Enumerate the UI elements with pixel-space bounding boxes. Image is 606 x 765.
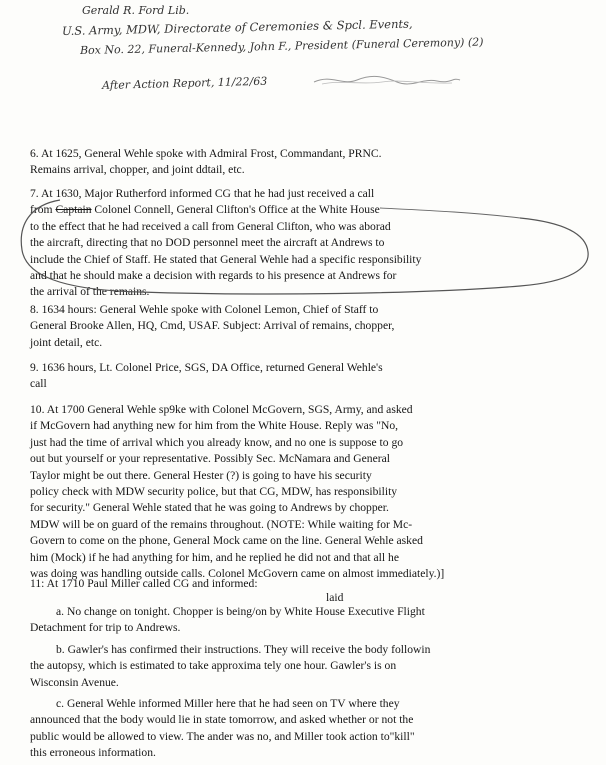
paragraph-9: 9. 1636 hours, Lt. Colonel Price, SGS, DA Office, returned General Wehle's call <box>30 361 383 391</box>
handwritten-archive-label: Gerald R. Ford Lib. <box>82 4 190 17</box>
paragraph-10: 10. At 1700 General Wehle sp9ke with Colonel McGovern, SGS, Army, and asked if McGovern had anything new for him from the White House. Reply was "No, just had the time of arrival which you already know, and no one is suppose to go out but yourself or your representative. Possibly Sec. McNamara and General Taylor might be out there. General Hester (?) is going to have his security policy check with MDW security police, but that CG, MDW, has responsibility for security." General Wehle stated that he was going to Andrews by chopper. MDW will be on guard of the remains throughout. (NOTE: While waiting for Mc- Govern to come on the phone, General Mock came on the line. General Wehle asked him (Mock) if he had anything for him, and he replied he did not and that all he was doing was handling outside calls. Colonel McGovern came on almost immediately.)] <box>30 403 445 581</box>
handwritten-insert-word: laid <box>326 591 344 604</box>
paragraph-6: 6. At 1625, General Wehle spoke with Admiral Frost, Commandant, PRNC. Remains arrival, chopper, and joint ddtail, etc. <box>30 147 382 177</box>
paragraph-11c: c. General Wehle informed Miller here that he had seen on TV where they announced that the body would lie in state tomorrow, and asked whether or not the public would be allowed to view. The ander was no, and Miller took action to"kill" this erroneous information. <box>30 697 415 760</box>
paragraph-8: 8. 1634 hours: General Wehle spoke with Colonel Lemon, Chief of Staff to General Brooke Allen, HQ, Cmd, USAF. Subject: Arrival of remains, chopper, joint detail, etc. <box>30 303 395 349</box>
paragraph-11: 11: At 1710 Paul Miller called CG and informed: <box>30 577 258 590</box>
handwritten-collection-line: U.S. Army, MDW, Directorate of Ceremonies & Spcl. Events, <box>61 16 413 38</box>
paragraph-7: 7. At 1630, Major Rutherford informed CG that he had just received a call from Captain Colonel Connell, General Clifton's Office at the White House to the effect that he had received a call from General Clifton, who was aborad the aircraft, directing that no DOD personnel meet the aircraft at Andrews to include the Chief of Staff. He stated that General Wehle had a specific responsibility and that he should make a decision with regards to his presence at Andrews for the arrival of the remains. <box>30 187 422 299</box>
struck-word: Captain <box>55 203 92 217</box>
handwritten-box-line: Box No. 22, Funeral-Kennedy, John F., President (Funeral Ceremony) (2) <box>79 35 484 57</box>
paragraph-11a: a. No change on tonight. Chopper is being/on by White House Executive Flight Detachment for trip to Andrews. <box>30 605 425 635</box>
handwritten-report-title: After Action Report, 11/22/63 <box>101 74 268 92</box>
paragraph-11b: b. Gawler's has confirmed their instructions. They will receive the body followin the autopsy, which is estimated to take approxima tely one hour. Gawler's is on Wisconsin Avenue. <box>30 643 431 689</box>
